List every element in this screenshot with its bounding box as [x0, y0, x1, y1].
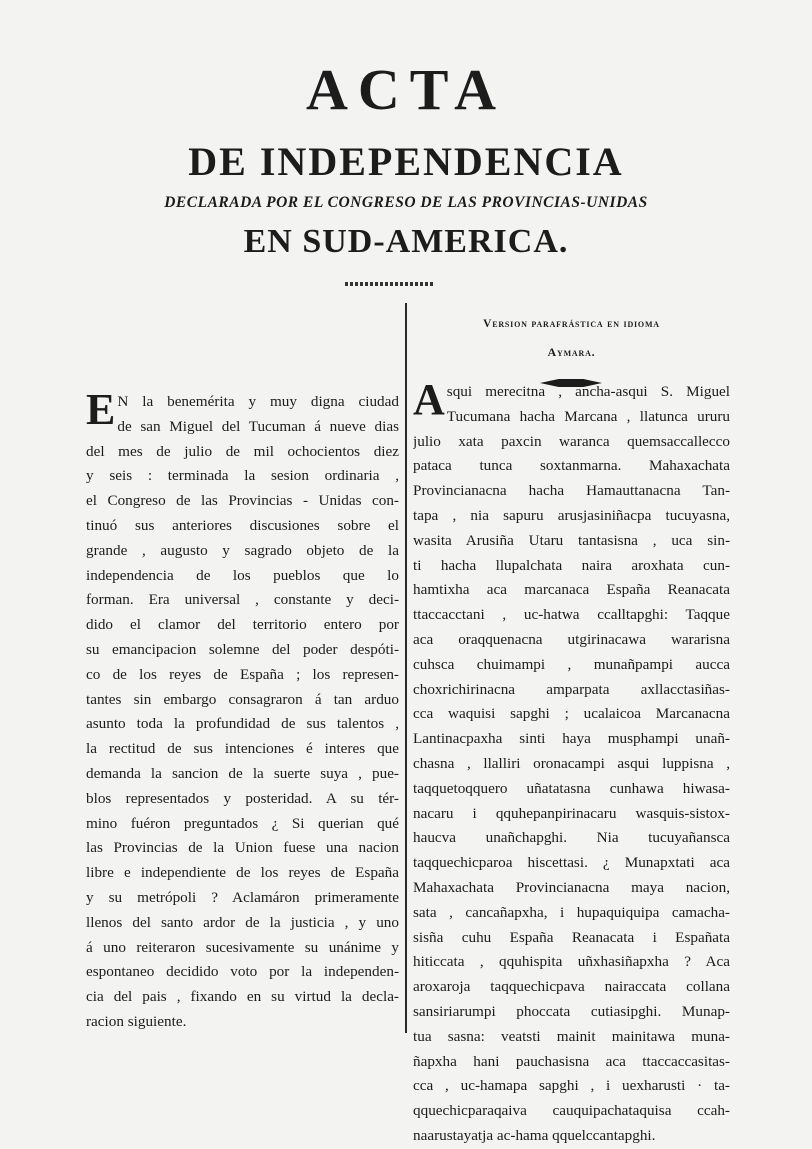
text-line: el Congreso de las Provincias - Unidas con- — [86, 492, 399, 510]
text-line: tua sasna: veatsti mainit mainitawa muna- — [413, 1027, 730, 1045]
text-line: aca oraqquenacna utgirinacawa wararisna — [413, 630, 730, 648]
text-line: taqquetoqquero uñatatasna cunhawa hiwasa- — [413, 779, 730, 797]
text-line: Tucumana hacha Marcana , llatunca ururu — [446, 407, 730, 425]
text-line: naarustayatja ac-hama qquelccantapghi. — [413, 1126, 656, 1144]
dropcap-e: E — [86, 385, 116, 434]
text-line: racion siguiente. — [86, 1012, 187, 1030]
text-line: pataca tunca soxtanmarna. Mahaxachata — [413, 457, 730, 475]
text-line: mino fuéron preguntados ¿ Si querian qué — [86, 814, 399, 832]
text-line: cca , uc-hamapa sapghi , i uexharusti · ta- — [413, 1077, 730, 1095]
text-line: N la benemérita y muy digna ciudad — [117, 393, 399, 410]
decorative-rule — [345, 282, 435, 286]
text-line: demanda la sancion de la suerte suya , pue- — [86, 764, 399, 782]
title-en-sud-america: EN SUD-AMERICA. — [243, 223, 569, 260]
text-line: y seis : terminada la sesion ordinaria , — [86, 467, 399, 485]
aymara-text-column — [413, 375, 730, 1149]
text-line: su emancipacion solemne del poder despóti- — [86, 640, 399, 658]
dropcap-a: A — [413, 375, 445, 424]
text-line: llenos del santo ardor de la justicia , y uno — [86, 913, 399, 931]
text-line: co de los reyes de España ; los represen- — [86, 665, 399, 683]
title-acta: ACTA — [305, 57, 507, 122]
text-line: cuhsca chuimampi , munañpampi aucca — [413, 655, 730, 673]
text-line: Provincianacna hacha Hamauttanacna Tan- — [413, 482, 730, 500]
text-line: haucva unañchapghi. Nia tucuyañansca — [413, 829, 730, 847]
text-line: cia del pais , fixando en su virtud la decla- — [86, 988, 399, 1006]
text-line: dido el clamor del territorio entero por — [86, 616, 399, 634]
title-de-independencia: DE INDEPENDENCIA — [188, 139, 624, 184]
text-line: Mahaxachata Provincianacna maya nacion, — [413, 878, 730, 896]
text-line: á uno reiteraron sucesivamente su unánime y — [86, 938, 399, 956]
text-line: nacaru i qquhepanpirinacaru wasquis-sistox- — [413, 804, 730, 822]
text-line: libre e independiente de los reyes de España — [86, 864, 399, 882]
aymara-heading-language: Aymara. — [547, 345, 596, 359]
text-line: hiticcata , qquhispita uñxhasiñapxha ? Aca — [413, 953, 730, 971]
text-line: cca waquisi sapghi ; ucalaicoa Marcanacna — [413, 705, 730, 723]
text-line: ttaccacctani , uc-hatwa ccalltapghi: Taqque — [413, 606, 730, 624]
text-line: tinuó sus anteriores discusiones sobre el — [86, 516, 399, 534]
text-line: del mes de julio de mil ochocientos diez — [86, 442, 399, 460]
text-line: taqquechicparoa hiscettasi. ¿ Munapxtati aca — [413, 854, 730, 872]
text-line: grande , augusto y sagrado objeto de la — [86, 541, 399, 559]
aymara-heading: Version parafrástica en idioma — [483, 318, 660, 330]
text-line: wasita Arusiña Utaru tantasisna , uca sin- — [413, 531, 730, 549]
text-line: squi merecitna , ancha-asqui S. Miguel — [446, 383, 730, 400]
text-line: tantes sin embargo consagraron á tan arduo — [86, 690, 399, 708]
text-line: aroxaroja taqquechicpava nairaccata collana — [413, 978, 730, 996]
text-line: Lantinacpaxha sinti haya musphampi unañ- — [413, 730, 730, 748]
text-line: ñapxha hani pauchasisna aca ttaccaccasitas- — [413, 1052, 730, 1070]
text-line: asunto toda la profundidad de sus talentos , — [86, 715, 399, 733]
text-line: espontaneo decidido voto por la independen- — [86, 963, 399, 981]
text-line: sansiriarumpi phoccata cutiasipghi. Munap- — [413, 1002, 730, 1020]
subtitle-declarada: DECLARADA POR EL CONGRESO DE LAS PROVINCIAS-UNIDAS — [164, 194, 648, 211]
column-divider — [405, 303, 407, 1033]
text-line: tapa , nia sapuru arusjasiniñacpa tucuyasna, — [413, 506, 730, 524]
text-line: forman. Era universal , constante y deci- — [86, 591, 399, 609]
spanish-text-column — [86, 385, 399, 1035]
text-line: la rectitud de sus intenciones é interes que — [86, 740, 399, 758]
text-line: sata , cancañapxha, i hupaquiquipa camacha- — [413, 903, 730, 921]
text-line: de san Miguel del Tucuman á nueve dias — [117, 417, 399, 435]
text-line: chasna , llalliri oronacampi asqui luppisna , — [413, 754, 730, 772]
text-line: y su metrópoli ? Aclamáron primeramente — [86, 888, 399, 906]
text-line: choxrichirinacna amparpata axllacctasiñas- — [413, 680, 730, 698]
text-line: las Provincias de la Union fuese una nacion — [86, 839, 399, 857]
text-line: ti hacha llupalchata naira aroxhata cun- — [413, 556, 730, 574]
text-line: qquechicparaqaiva cauquipachataquisa ccah- — [413, 1102, 730, 1120]
text-line: sisña cuhu España Reanacata i Españata — [413, 928, 730, 946]
text-line: blos representados y posteridad. A su tér- — [86, 789, 399, 807]
text-line: independencia de los pueblos que lo — [86, 566, 399, 584]
text-line: julio xata paxcin waranca quemsaccallecco — [413, 432, 730, 450]
text-line: hamtixha aca marcanaca España Reanacata — [413, 581, 730, 599]
